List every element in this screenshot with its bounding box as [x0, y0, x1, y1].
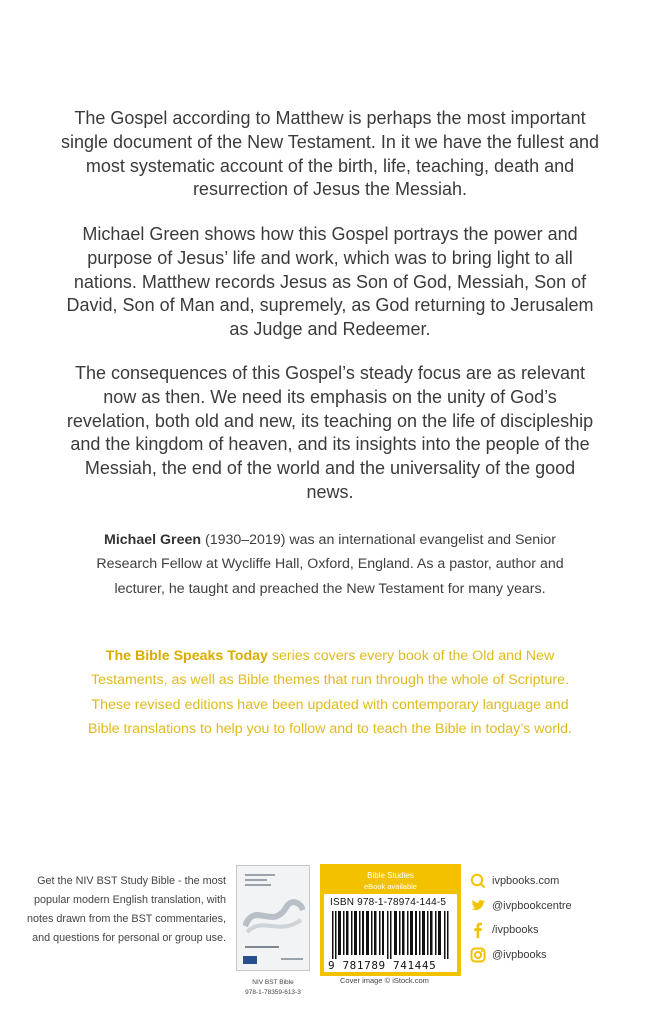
- facebook-label: /ivpbooks: [492, 924, 539, 936]
- twitter-icon: [470, 898, 486, 914]
- cover-caption-title: NIV BST Bible: [252, 979, 294, 986]
- ebook-label: eBook available: [364, 882, 417, 891]
- instagram-label: @ivpbooks: [492, 949, 547, 961]
- series-text: series covers every book of the Old and New Testaments, as well as Bible themes that run through the whole of Scripture. These revised editions have been updated with contemporary language and Bible translations to help you to follow and to teach the Bible in today’s world.: [88, 648, 572, 737]
- author-name: Michael Green: [104, 532, 202, 548]
- barcode: [324, 894, 457, 972]
- cover-caption-isbn: 978-1-78359-613-3: [245, 989, 301, 996]
- facebook-icon: [470, 922, 486, 938]
- twitter-label: @ivpbookcentre: [492, 900, 572, 912]
- barcode-bars: [332, 911, 450, 959]
- search-icon: [470, 873, 486, 889]
- barcode-panel: [320, 864, 461, 976]
- blurb-paragraph-3: The consequences of this Gospel’s steady focus are as relevant now as then. We need its emphasis on the unity of God’s revelation, both old and new, its teaching on the life of discipleship and the kingdom of heaven, and its insights into the people of the Messiah, the end of the world and the universality of the good news.: [66, 363, 594, 502]
- instagram-icon: [470, 947, 486, 963]
- website-label: ivpbooks.com: [492, 875, 560, 887]
- study-bible-promo: Get the NIV BST Study Bible - the most popular modern English translation, with notes drawn from the BST commentaries, and questions for personal or group use.: [26, 875, 226, 944]
- study-bible-cover-image: [236, 865, 310, 971]
- top-edge: [0, 0, 660, 52]
- author-bio-text: (1930–2019) was an international evangelist and Senior Research Fellow at Wycliffe Hall, Oxford, England. As a pastor, author and lecturer, he taught and preached the New Testament for many years.: [96, 532, 564, 597]
- social-twitter[interactable]: [470, 896, 572, 916]
- social-website[interactable]: [470, 871, 559, 891]
- blurb-paragraph-2: Michael Green shows how this Gospel portrays the power and purpose of Jesus’ life and work, which was to bring light to all nations. Matthew records Jesus as Son of God, Messiah, Son of David, Son of Man and, supremely, as God returning to Jerusalem as Judge and Redeemer.: [66, 224, 594, 340]
- category-label: Bible Studies: [367, 871, 414, 880]
- social-instagram[interactable]: [470, 945, 547, 965]
- series-description: [80, 644, 580, 741]
- barcode-digits: 9 781789 741445: [328, 959, 437, 972]
- series-name: The Bible Speaks Today: [105, 648, 268, 664]
- cover-image-credit: Cover image © iStock.com: [340, 976, 429, 985]
- blurb-paragraph-1: The Gospel according to Matthew is perhaps the most important single document of the New Testament. In it we have the fullest and most systematic account of the birth, life, teaching, death and resurrection of Jesus the Messiah.: [61, 108, 599, 200]
- social-facebook[interactable]: [470, 920, 538, 940]
- author-bio: [90, 528, 570, 601]
- isbn-text: ISBN 978-1-78974-144-5: [330, 897, 447, 908]
